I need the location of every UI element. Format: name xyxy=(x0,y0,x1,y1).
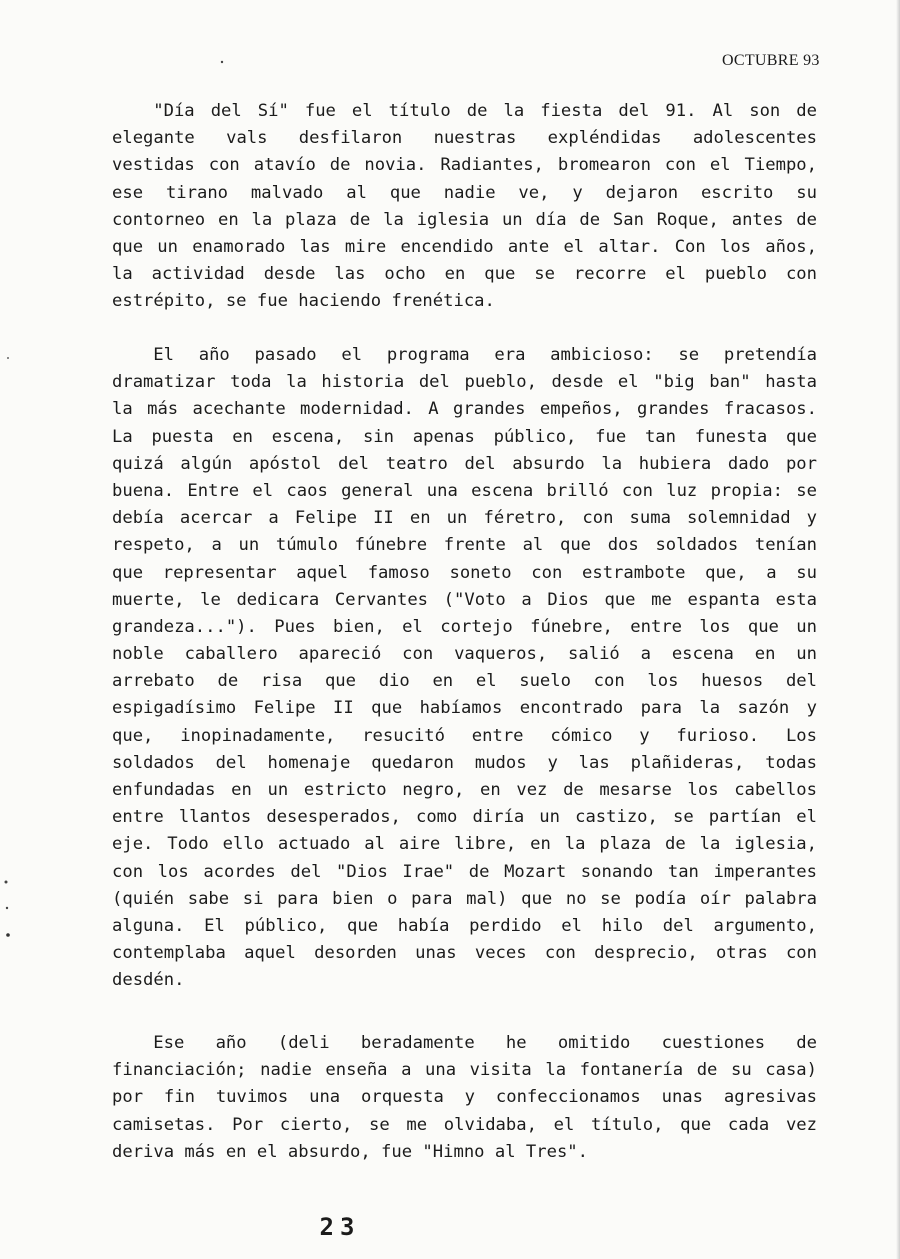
text-line: financiación; nadie enseña a una visita la fontanería de su casa) xyxy=(112,1060,817,1081)
text-line: "Día del Sí" fue el título de la fiesta del 91. Al son de xyxy=(153,101,817,121)
text-line: buena. Entre el caos general una escena brilló con luz propia: se xyxy=(112,480,817,501)
text-line: alguna. El público, que había perdido el hilo del argumento, xyxy=(112,915,817,936)
text-line: soldados del homenaje quedaron mudos y las plañideras, todas xyxy=(112,752,817,773)
text-line: La puesta en escena, sin apenas público, fue tan funesta que xyxy=(112,426,817,447)
text-line: entre llantos desesperados, como diría un castizo, se partían el xyxy=(112,807,817,828)
text-line: dramatizar toda la historia del pueblo, desde el "big ban" hasta xyxy=(112,372,817,393)
text-line: respeto, a un túmulo fúnebre frente al que dos soldados tenían xyxy=(112,535,817,556)
text-line: elegante vals desfilaron nuestras expléndidas adolescentes xyxy=(112,128,817,149)
text-line: contemplaba aquel desorden unas veces con desprecio, otras con xyxy=(112,943,817,964)
text-line: arrebato de risa que dio en el suelo con los huesos del xyxy=(112,671,817,692)
text-line: El año pasado el programa era ambicioso: se pretendía xyxy=(153,345,817,365)
text-line: eje. Todo ello actuado al aire libre, en la plaza de la iglesia, xyxy=(112,834,817,855)
text-line: debía acercar a Felipe II en un féretro, con suma solemnidad y xyxy=(112,508,817,529)
text-line: ese tirano malvado al que nadie ve, y dejaron escrito su xyxy=(112,182,817,203)
text-line: camisetas. Por cierto, se me olvidaba, el título, que cada vez xyxy=(112,1114,817,1135)
text-line: espigadísimo Felipe II que habíamos encontrado para la sazón y xyxy=(112,698,817,719)
running-header: OCTUBRE 93 xyxy=(722,52,820,69)
text-line: con los acordes del "Dios Irae" de Mozart sonando tan imperantes xyxy=(112,861,817,882)
text-line: quizá algún apóstol del teatro del absurdo la hubiera dado por xyxy=(112,453,817,474)
text-line: que un enamorado las mire encendido ante el altar. Con los años, xyxy=(112,236,817,257)
page-number: 23 xyxy=(319,1213,361,1241)
text-line: estrépito, se fue haciendo frenética. xyxy=(112,291,495,312)
text-line: muerte, le dedicara Cervantes ("Voto a Dios que me espanta esta xyxy=(112,589,817,610)
text-line: grandeza..."). Pues bien, el cortejo fúnebre, entre los que un xyxy=(112,616,817,637)
text-line: (quién sabe si para bien o para mal) que no se podía oír palabra xyxy=(112,888,817,909)
text-line: enfundadas en un estricto negro, en vez de mesarse los cabellos xyxy=(112,780,817,800)
text-line: la más acechante modernidad. A grandes empeños, grandes fracasos. xyxy=(112,399,817,420)
text-line: Ese año (deli beradamente he omitido cuestiones de xyxy=(153,1033,817,1053)
text-line: la actividad desde las ocho en que se recorre el pueblo con xyxy=(112,264,817,285)
text-line: noble caballero apareció con vaqueros, salió a escena en un xyxy=(112,644,817,665)
text-line: deriva más en el absurdo, fue "Himno al Tres". xyxy=(112,1141,588,1162)
text-line: desdén. xyxy=(112,970,185,991)
text-line: por fin tuvimos una orquesta y confeccionamos unas agresivas xyxy=(112,1087,817,1108)
text-line: que, inopinadamente, resucitó entre cómico y furioso. Los xyxy=(112,725,817,746)
text-line: contorneo en la plaza de la iglesia un día de San Roque, antes de xyxy=(112,209,817,230)
text-line: que representar aquel famoso soneto con estrambote que, a su xyxy=(112,562,817,583)
text-line: vestidas con atavío de novia. Radiantes, bromearon con el Tiempo, xyxy=(112,155,817,176)
